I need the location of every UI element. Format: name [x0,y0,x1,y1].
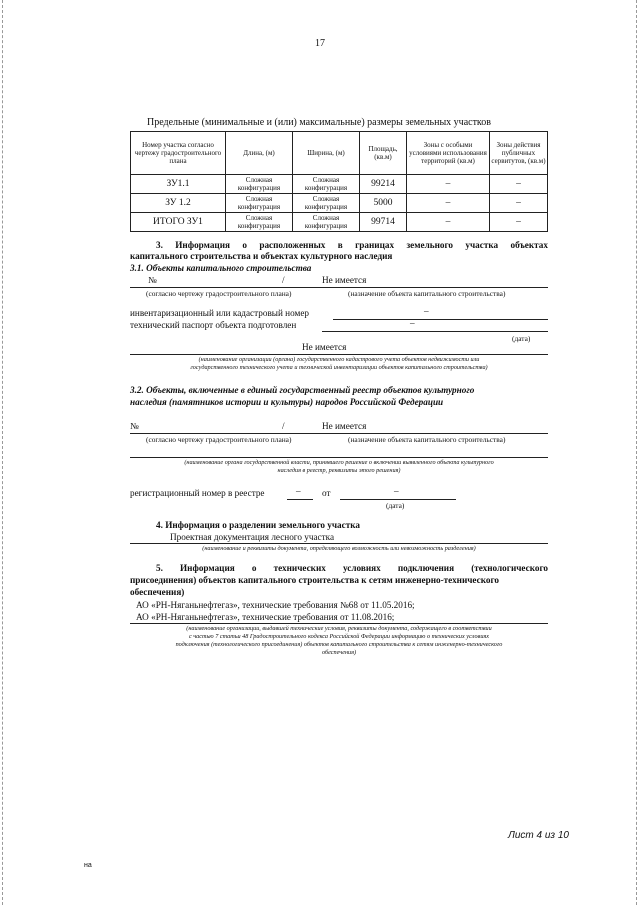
section5-caption-2: с частью 7 статьи 48 Градостроительного кодекса Российской Федерации информацию о технических условиях [188,633,490,640]
section5-heading-line3: обеспечения) [130,587,185,597]
underline [130,457,548,458]
section5-caption-3: подключения (технологического присоединения) объектов капитального строительства к сетям инженерно-технического [175,641,503,648]
caption-drawing: (согласно чертежу градостроительного плана) [146,435,292,444]
section5-heading-line1: 5. Информация о технических условиях подключения (технологического [156,563,548,573]
caption-org-1: (наименование организации (органа) государственного кадастрового учета объектов недвижимости или [198,356,480,363]
section3-heading-line2: капитального строительства и объектах культурного наследия [130,251,393,261]
cell-servitudes: – [490,194,548,213]
cell-zones: – [407,175,490,194]
table-title: Предельные (минимальные и (или) максимальные) размеры земельных участков [147,117,492,128]
cell-num: ЗУ 1.2 [131,194,226,213]
cell-servitudes: – [490,213,548,232]
passport-label: технический паспорт объекта подготовлен [130,320,297,330]
caption-date: (дата) [386,501,405,510]
section5-caption-4: обеспечения) [321,649,357,656]
caption-reg-1: (наименование органа государственной власти, принявшего решение о включении выявленного объекта культурного [184,459,494,466]
section5-item-2: АО «РН-Няганьнефтегаз», технические требования от 11.08.2016; [136,612,395,622]
inv-label: инвентаризационный или кадастровый номер [130,308,309,318]
caption-org-2: государственного технического учета и технической инвентаризации объектов капитального строительства) [190,364,488,371]
underline [130,623,548,624]
section3-2-heading-line2: наследия (памятников истории и культуры) народов Российской Федерации [130,397,444,407]
inv-underline [333,319,548,320]
section3-heading-line1: 3. Информация о расположенных в границах земельного участка объектах [156,240,548,250]
registry-value: – [296,486,301,496]
section4-heading: 4. Информация о разделении земельного участка [156,520,360,530]
scan-edge-left [2,0,3,905]
from-label: от [322,488,331,498]
from-value: – [394,486,399,496]
cell-width: Сложная конфигурация [293,194,360,213]
no-label: № [130,421,139,431]
no-label: № [148,275,157,285]
header-cell: Номер участка согласно чертежу градостроительного плана [131,132,226,175]
slash: / [282,275,285,285]
none-value-2: Не имеется [302,342,347,352]
cell-length: Сложная конфигурация [226,213,293,232]
section4-caption: (наименование и реквизиты документа, определяющего возможность или невозможность разделения) [202,545,476,552]
caption-drawing: (согласно чертежу градостроительного плана) [146,289,292,298]
underline [130,433,548,434]
caption-reg-2: наследия в реестр, реквизиты этого решения) [277,467,401,474]
section4-value: Проектная документация лесного участка [170,532,335,542]
section3-1-heading: 3.1. Объекты капитального строительства [130,263,312,273]
registry-underline [287,499,313,500]
cell-width: Сложная конфигурация [293,175,360,194]
cell-area: 5000 [360,194,407,213]
cell-zones: – [407,194,490,213]
passport-underline [322,331,548,332]
header-cell: Зоны с особыми условиями использования территорий (кв.м) [407,132,490,175]
underline [130,354,548,355]
none-value: Не имеется [322,421,367,431]
cell-num: ЗУ1.1 [131,175,226,194]
cell-length: Сложная конфигурация [226,175,293,194]
header-cell: Зоны действия публичных сервитутов, (кв.м) [490,132,548,175]
cell-area: 99714 [360,213,407,232]
section3-2-heading-line1: 3.2. Объекты, включенные в единый государственный реестр объектов культурного [130,385,475,395]
table-row [131,194,548,213]
sheet-number: Лист 4 из 10 [508,830,569,841]
underline [130,543,548,544]
header-cell: Площадь, (кв.м) [360,132,407,175]
section5-caption-1: (наименование организации, выдавшей технические условия, реквизиты документа, содержащего в соответствии [186,625,492,632]
header-cell: Длина, (м) [226,132,293,175]
inv-value: – [424,306,429,316]
table-row [131,213,548,232]
from-underline [340,499,456,500]
section5-heading-line2: присоединения) объектов капитального строительства к сетям инженерно-технического [130,575,499,585]
sizes-table [130,131,548,232]
section5-item-1: АО «РН-Няганьнефтегаз», технические требования №68 от 11.05.2016; [136,600,415,610]
cell-width: Сложная конфигурация [293,213,360,232]
slash: / [282,421,285,431]
cell-servitudes: – [490,175,548,194]
cell-zones: – [407,213,490,232]
cell-length: Сложная конфигурация [226,194,293,213]
scan-edge-right [636,0,637,905]
header-cell: Ширина, (м) [293,132,360,175]
corner-mark: на [84,862,92,869]
cell-num: ИТОГО ЗУ1 [131,213,226,232]
caption-purpose: (назначение объекта капитального строительства) [348,289,506,298]
caption-purpose: (назначение объекта капитального строительства) [348,435,506,444]
caption-date: (дата) [512,334,531,343]
table-row [131,175,548,194]
table-header-row [131,132,548,175]
cell-area: 99214 [360,175,407,194]
page-number: 17 [315,38,325,49]
registry-label: регистрационный номер в реестре [130,488,265,498]
none-value: Не имеется [322,275,367,285]
passport-value: – [410,318,415,328]
underline [130,287,548,288]
